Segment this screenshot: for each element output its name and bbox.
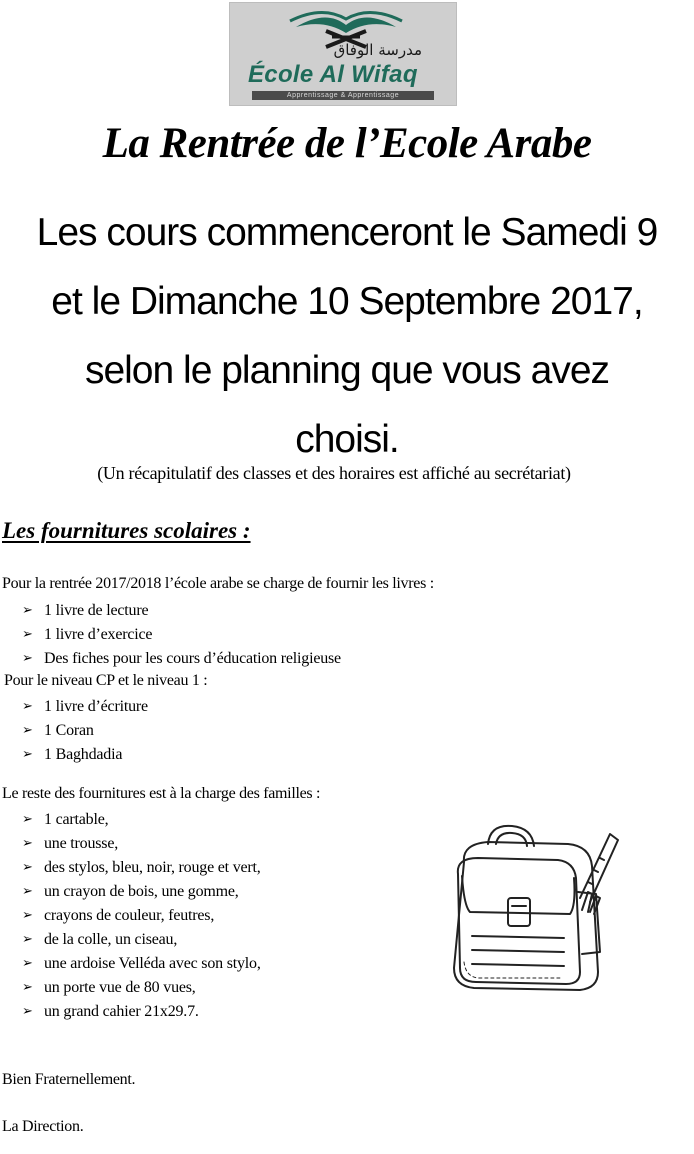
arrow-bullet-icon: ➢ <box>22 980 33 995</box>
arrow-bullet-icon: ➢ <box>22 812 33 827</box>
arrow-bullet-icon: ➢ <box>22 627 33 642</box>
list-item <box>22 599 341 623</box>
announcement-line: et le Dimanche 10 Septembre 2017, <box>51 280 643 323</box>
list-item <box>22 904 261 928</box>
list-item-text: 1 livre d’écriture <box>44 698 148 715</box>
list-item <box>22 743 148 767</box>
list-item <box>22 719 148 743</box>
logo-arabic-name: مدرسة الوفاق <box>333 41 422 59</box>
arrow-bullet-icon: ➢ <box>22 1004 33 1019</box>
list-item-text: 1 cartable, <box>44 811 109 828</box>
list-item-text: 1 Baghdadia <box>44 746 123 763</box>
page-title: La Rentrée de l’Ecole Arabe <box>102 120 592 167</box>
list-item <box>22 880 261 904</box>
closing-text: Bien Fraternellement. <box>2 1071 136 1088</box>
schedule-note: (Un récapitulatif des classes et des horaires est affiché au secrétariat) <box>97 463 571 483</box>
families-provide-list <box>22 808 261 1024</box>
arrow-bullet-icon: ➢ <box>22 699 33 714</box>
arrow-bullet-icon: ➢ <box>22 747 33 762</box>
list-item-text: crayons de couleur, feutres, <box>44 907 215 924</box>
list-item-text: 1 livre d’exercice <box>44 626 153 643</box>
families-provide-intro: Le reste des fournitures est à la charge des familles : <box>2 785 321 802</box>
arrow-bullet-icon: ➢ <box>22 603 33 618</box>
supplies-heading: Les fournitures scolaires : <box>2 518 251 543</box>
announcement-line: Les cours commenceront le Samedi 9 <box>36 211 658 254</box>
list-item-text: de la colle, un ciseau, <box>44 931 178 948</box>
signature-text: La Direction. <box>2 1118 84 1135</box>
list-item-text: un porte vue de 80 vues, <box>44 979 196 996</box>
arrow-bullet-icon: ➢ <box>22 956 33 971</box>
arrow-bullet-icon: ➢ <box>22 884 33 899</box>
list-item-text: des stylos, bleu, noir, rouge et vert, <box>44 859 261 876</box>
school-provides-list <box>22 599 341 671</box>
announcement-line: choisi. <box>295 418 399 461</box>
list-item <box>22 928 261 952</box>
list-item <box>22 952 261 976</box>
logo-school-name: École Al Wifaq <box>248 61 418 88</box>
backpack-icon <box>440 822 620 996</box>
list-item-text: 1 livre de lecture <box>44 602 149 619</box>
cp-level-list <box>22 695 148 767</box>
arrow-bullet-icon: ➢ <box>22 860 33 875</box>
list-item-text: un grand cahier 21x29.7. <box>44 1003 199 1020</box>
announcement-line: selon le planning que vous avez <box>84 349 610 392</box>
list-item <box>22 695 148 719</box>
list-item-text: une trousse, <box>44 835 119 852</box>
list-item <box>22 623 341 647</box>
school-logo <box>229 2 457 106</box>
logo-tagline-bar <box>252 91 434 100</box>
list-item <box>22 832 261 856</box>
school-provides-intro: Pour la rentrée 2017/2018 l’école arabe se charge de fournir les livres : <box>2 575 434 592</box>
list-item-text: un crayon de bois, une gomme, <box>44 883 239 900</box>
list-item <box>22 856 261 880</box>
list-item <box>22 808 261 832</box>
arrow-bullet-icon: ➢ <box>22 908 33 923</box>
logo-tagline: Apprentissage & Apprentissage <box>286 92 400 99</box>
arrow-bullet-icon: ➢ <box>22 723 33 738</box>
announcement <box>0 198 694 474</box>
list-item <box>22 647 341 671</box>
list-item-text: Des fiches pour les cours d’éducation religieuse <box>44 650 341 667</box>
list-item-text: une ardoise Velléda avec son stylo, <box>44 955 261 972</box>
list-item <box>22 1000 261 1024</box>
arrow-bullet-icon: ➢ <box>22 932 33 947</box>
cp-level-intro: Pour le niveau CP et le niveau 1 : <box>4 672 208 689</box>
list-item <box>22 976 261 1000</box>
arrow-bullet-icon: ➢ <box>22 836 33 851</box>
list-item-text: 1 Coran <box>44 722 94 739</box>
arrow-bullet-icon: ➢ <box>22 651 33 666</box>
